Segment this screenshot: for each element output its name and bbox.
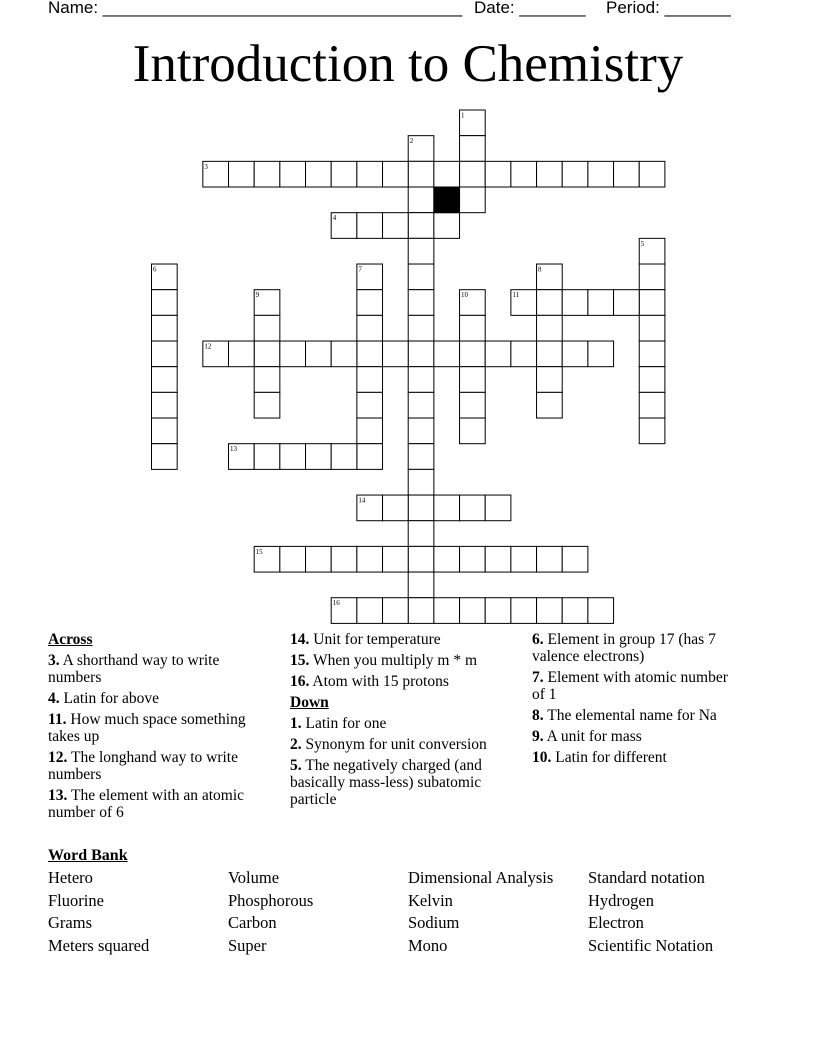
clue-number: 6. bbox=[532, 631, 544, 648]
grid-cell[interactable] bbox=[254, 392, 280, 418]
word-bank-item: Super bbox=[228, 936, 267, 955]
clue-down-2 bbox=[290, 736, 518, 753]
clue-number: 13. bbox=[48, 787, 68, 804]
grid-cell[interactable] bbox=[254, 444, 280, 470]
clue-text: Element in group 17 (has 7 valence electrons) bbox=[532, 631, 716, 665]
grid-cell[interactable] bbox=[408, 290, 434, 316]
clue-down-6 bbox=[532, 631, 762, 665]
grid-cell[interactable] bbox=[588, 341, 614, 367]
grid-number: 14 bbox=[358, 496, 366, 505]
grid-cell[interactable] bbox=[562, 290, 588, 316]
grid-cell[interactable] bbox=[639, 264, 665, 290]
clue-number: 8. bbox=[532, 707, 544, 724]
grid-cell[interactable] bbox=[383, 341, 409, 367]
grid-cell[interactable] bbox=[460, 495, 486, 521]
grid-cell[interactable] bbox=[357, 444, 383, 470]
clue-text: The element with an atomic number of 6 bbox=[48, 787, 245, 821]
grid-number: 8 bbox=[538, 265, 542, 274]
grid-cell[interactable] bbox=[357, 392, 383, 418]
clue-down-7 bbox=[532, 669, 732, 703]
grid-cell[interactable] bbox=[434, 598, 460, 624]
grid-cell[interactable] bbox=[639, 392, 665, 418]
grid-cell[interactable] bbox=[562, 341, 588, 367]
grid-number: 5 bbox=[640, 239, 645, 248]
grid-cell[interactable] bbox=[152, 392, 178, 418]
clue-number: 5. bbox=[290, 757, 302, 774]
grid-cell[interactable] bbox=[408, 392, 434, 418]
grid-cell[interactable] bbox=[408, 546, 434, 572]
word-bank-item: Kelvin bbox=[408, 891, 453, 910]
grid-cell[interactable] bbox=[408, 495, 434, 521]
grid-cell[interactable] bbox=[485, 161, 511, 187]
grid-cell[interactable] bbox=[280, 546, 306, 572]
grid-cell[interactable] bbox=[383, 598, 409, 624]
grid-cell[interactable] bbox=[383, 495, 409, 521]
word-bank-item: Phosphorous bbox=[228, 891, 314, 910]
grid-cell[interactable] bbox=[383, 161, 409, 187]
grid-cell[interactable] bbox=[485, 546, 511, 572]
grid-cell[interactable] bbox=[434, 341, 460, 367]
grid-cell[interactable] bbox=[485, 598, 511, 624]
word-bank-item: Volume bbox=[228, 868, 280, 887]
grid-cell[interactable] bbox=[408, 161, 434, 187]
grid-cell[interactable] bbox=[511, 341, 537, 367]
grid-cell[interactable] bbox=[408, 187, 434, 213]
grid-cell[interactable] bbox=[588, 161, 614, 187]
grid-cell[interactable] bbox=[331, 341, 357, 367]
grid-cell[interactable] bbox=[152, 367, 178, 393]
grid-number: 9 bbox=[255, 291, 260, 300]
word-bank-item: Scientific Notation bbox=[588, 936, 714, 955]
word-bank-item: Electron bbox=[588, 913, 644, 932]
grid-cell[interactable] bbox=[254, 161, 280, 187]
grid-cell[interactable] bbox=[614, 161, 640, 187]
grid-cell[interactable] bbox=[588, 290, 614, 316]
grid-number: 4 bbox=[332, 214, 337, 223]
grid-cell[interactable] bbox=[254, 341, 280, 367]
grid-number: 7 bbox=[358, 265, 362, 274]
across-heading: Across bbox=[48, 631, 93, 648]
grid-cell[interactable] bbox=[485, 341, 511, 367]
clue-number: 12. bbox=[48, 749, 68, 766]
clue-number: 2. bbox=[290, 736, 302, 753]
clue-text: Latin for different bbox=[555, 749, 667, 766]
clue-text: Synonym for unit conversion bbox=[305, 736, 487, 753]
grid-number: 16 bbox=[332, 599, 340, 608]
grid-cell[interactable] bbox=[306, 341, 332, 367]
clue-number: 16. bbox=[290, 673, 310, 690]
grid-cell[interactable] bbox=[537, 598, 563, 624]
grid-cell[interactable] bbox=[152, 341, 178, 367]
clue-across-11 bbox=[48, 711, 276, 745]
word-bank-item: Grams bbox=[48, 913, 92, 932]
grid-cell[interactable] bbox=[357, 418, 383, 444]
period-field[interactable]: Period: _______ bbox=[606, 0, 731, 17]
grid-cell[interactable] bbox=[408, 213, 434, 239]
grid-cell[interactable] bbox=[408, 341, 434, 367]
grid-cell[interactable] bbox=[408, 444, 434, 470]
clue-down-5 bbox=[290, 757, 490, 808]
grid-cell[interactable] bbox=[357, 213, 383, 239]
grid-cell[interactable] bbox=[537, 290, 563, 316]
clue-text: A unit for mass bbox=[546, 728, 642, 745]
grid-cell[interactable] bbox=[460, 598, 486, 624]
grid-number: 10 bbox=[461, 291, 469, 300]
grid-number: 12 bbox=[204, 342, 212, 351]
grid-cell[interactable] bbox=[562, 161, 588, 187]
grid-cell[interactable] bbox=[357, 315, 383, 341]
clue-down-8 bbox=[532, 707, 762, 724]
grid-cell[interactable] bbox=[639, 161, 665, 187]
clue-across-16 bbox=[290, 673, 518, 690]
grid-cell[interactable] bbox=[562, 598, 588, 624]
grid-cell[interactable] bbox=[229, 161, 255, 187]
clue-across-13 bbox=[48, 787, 276, 821]
grid-cell[interactable] bbox=[408, 367, 434, 393]
clue-text: The elemental name for Na bbox=[547, 707, 717, 724]
word-bank-item: Mono bbox=[408, 936, 448, 955]
clue-across-14 bbox=[290, 631, 518, 648]
clue-text: Latin for one bbox=[305, 715, 387, 732]
clue-text: Latin for above bbox=[63, 690, 160, 707]
grid-cell[interactable] bbox=[408, 469, 434, 495]
clue-number: 9. bbox=[532, 728, 544, 745]
word-bank-title: Word Bank bbox=[48, 847, 128, 864]
clue-text: Unit for temperature bbox=[313, 631, 441, 648]
grid-cell[interactable] bbox=[152, 315, 178, 341]
clue-number: 14. bbox=[290, 631, 310, 648]
grid-number: 1 bbox=[461, 111, 465, 120]
grid-cell[interactable] bbox=[408, 238, 434, 264]
grid-cell[interactable] bbox=[460, 315, 486, 341]
grid-cell[interactable] bbox=[434, 161, 460, 187]
grid-cell[interactable] bbox=[280, 161, 306, 187]
clue-down-9 bbox=[532, 728, 762, 745]
grid-cell[interactable] bbox=[460, 392, 486, 418]
clue-text: A shorthand way to write numbers bbox=[48, 652, 220, 686]
clue-number: 3. bbox=[48, 652, 60, 669]
grid-number: 13 bbox=[230, 445, 238, 454]
date-field[interactable]: Date: _______ bbox=[474, 0, 586, 17]
word-bank-item: Meters squared bbox=[48, 936, 150, 955]
clue-across-4 bbox=[48, 690, 276, 707]
grid-cell[interactable] bbox=[254, 315, 280, 341]
grid-cell[interactable] bbox=[588, 598, 614, 624]
grid-cell[interactable] bbox=[614, 290, 640, 316]
grid-cell[interactable] bbox=[434, 495, 460, 521]
clue-column-3 bbox=[532, 631, 762, 770]
clue-down-10 bbox=[532, 749, 762, 766]
grid-cell[interactable] bbox=[357, 367, 383, 393]
name-field[interactable]: Name: ______________________________________ bbox=[48, 0, 463, 17]
grid-cell[interactable] bbox=[383, 213, 409, 239]
grid-cell[interactable] bbox=[331, 546, 357, 572]
grid-cell[interactable] bbox=[254, 367, 280, 393]
grid-number: 15 bbox=[255, 547, 263, 556]
clue-number: 15. bbox=[290, 652, 310, 669]
grid-number: 2 bbox=[409, 137, 414, 146]
grid-cell[interactable] bbox=[306, 546, 332, 572]
clue-number: 7. bbox=[532, 669, 544, 686]
word-bank-item: Hydrogen bbox=[588, 891, 654, 910]
grid-cell[interactable] bbox=[331, 444, 357, 470]
grid-cell[interactable] bbox=[460, 367, 486, 393]
clue-number: 1. bbox=[290, 715, 302, 732]
clue-across-3 bbox=[48, 652, 276, 686]
grid-cell[interactable] bbox=[639, 367, 665, 393]
grid-cell[interactable] bbox=[460, 418, 486, 444]
grid-cell[interactable] bbox=[408, 521, 434, 547]
clue-number: 11. bbox=[48, 711, 67, 728]
grid-cell[interactable] bbox=[460, 341, 486, 367]
clue-text: Element with atomic number of 1 bbox=[532, 669, 728, 703]
grid-cell[interactable] bbox=[639, 315, 665, 341]
grid-cell[interactable] bbox=[152, 418, 178, 444]
grid-cell[interactable] bbox=[485, 495, 511, 521]
grid-cell[interactable] bbox=[357, 546, 383, 572]
clue-text: Atom with 15 protons bbox=[312, 673, 449, 690]
grid-cell[interactable] bbox=[639, 341, 665, 367]
down-heading: Down bbox=[290, 694, 329, 711]
grid-cell[interactable] bbox=[434, 213, 460, 239]
grid-cell[interactable] bbox=[460, 136, 486, 162]
grid-cell[interactable] bbox=[511, 598, 537, 624]
grid-cell[interactable] bbox=[537, 392, 563, 418]
grid-cell[interactable] bbox=[357, 341, 383, 367]
grid-cell[interactable] bbox=[408, 418, 434, 444]
grid-number: 6 bbox=[153, 265, 157, 274]
grid-cell[interactable] bbox=[537, 546, 563, 572]
grid-cell[interactable] bbox=[511, 546, 537, 572]
clue-text: When you multiply m * m bbox=[312, 652, 478, 669]
grid-cell[interactable] bbox=[357, 161, 383, 187]
clue-column-1 bbox=[48, 631, 276, 825]
grid-cell[interactable] bbox=[639, 418, 665, 444]
word-bank-item: Fluorine bbox=[48, 891, 104, 910]
clue-text: The negatively charged (and basically mass-less) subatomic particle bbox=[290, 757, 482, 808]
grid-cell[interactable] bbox=[460, 161, 486, 187]
word-bank-item: Standard notation bbox=[588, 868, 705, 887]
clue-text: How much space something takes up bbox=[48, 711, 246, 745]
grid-cell[interactable] bbox=[383, 546, 409, 572]
grid-cell[interactable] bbox=[331, 161, 357, 187]
clue-number: 10. bbox=[532, 749, 552, 766]
grid-cell[interactable] bbox=[229, 341, 255, 367]
clue-number: 4. bbox=[48, 690, 60, 707]
clue-text: The longhand way to write numbers bbox=[48, 749, 238, 783]
grid-cell[interactable] bbox=[408, 598, 434, 624]
grid-cell[interactable] bbox=[511, 161, 537, 187]
grid-cell[interactable] bbox=[460, 187, 486, 213]
grid-cell[interactable] bbox=[306, 161, 332, 187]
grid-cell[interactable] bbox=[280, 341, 306, 367]
grid-cell[interactable] bbox=[537, 315, 563, 341]
grid-cell[interactable] bbox=[306, 444, 332, 470]
clue-across-15 bbox=[290, 652, 518, 669]
grid-cell[interactable] bbox=[280, 444, 306, 470]
grid-cell[interactable] bbox=[537, 367, 563, 393]
clue-down-1 bbox=[290, 715, 518, 732]
grid-cell[interactable] bbox=[152, 444, 178, 470]
grid-cell[interactable] bbox=[460, 546, 486, 572]
grid-cell[interactable] bbox=[357, 598, 383, 624]
clue-column-2 bbox=[290, 631, 518, 812]
grid-cell[interactable] bbox=[408, 264, 434, 290]
grid-cell-blocked bbox=[434, 187, 460, 213]
word-bank-item: Sodium bbox=[408, 913, 460, 932]
grid-number: 3 bbox=[204, 162, 208, 171]
grid-cell[interactable] bbox=[357, 290, 383, 316]
grid-cell[interactable] bbox=[434, 546, 460, 572]
grid-cell[interactable] bbox=[408, 572, 434, 598]
page-title: Introduction to Chemistry bbox=[132, 35, 684, 93]
word-bank-item: Carbon bbox=[228, 913, 277, 932]
clue-across-12 bbox=[48, 749, 276, 783]
grid-cell[interactable] bbox=[537, 341, 563, 367]
grid-cell[interactable] bbox=[562, 546, 588, 572]
grid-cell[interactable] bbox=[152, 290, 178, 316]
grid-cell[interactable] bbox=[537, 161, 563, 187]
grid-cell[interactable] bbox=[408, 315, 434, 341]
grid-cell[interactable] bbox=[639, 290, 665, 316]
word-bank-item: Hetero bbox=[48, 868, 93, 887]
grid-number: 11 bbox=[512, 291, 520, 300]
word-bank-item: Dimensional Analysis bbox=[408, 868, 554, 887]
